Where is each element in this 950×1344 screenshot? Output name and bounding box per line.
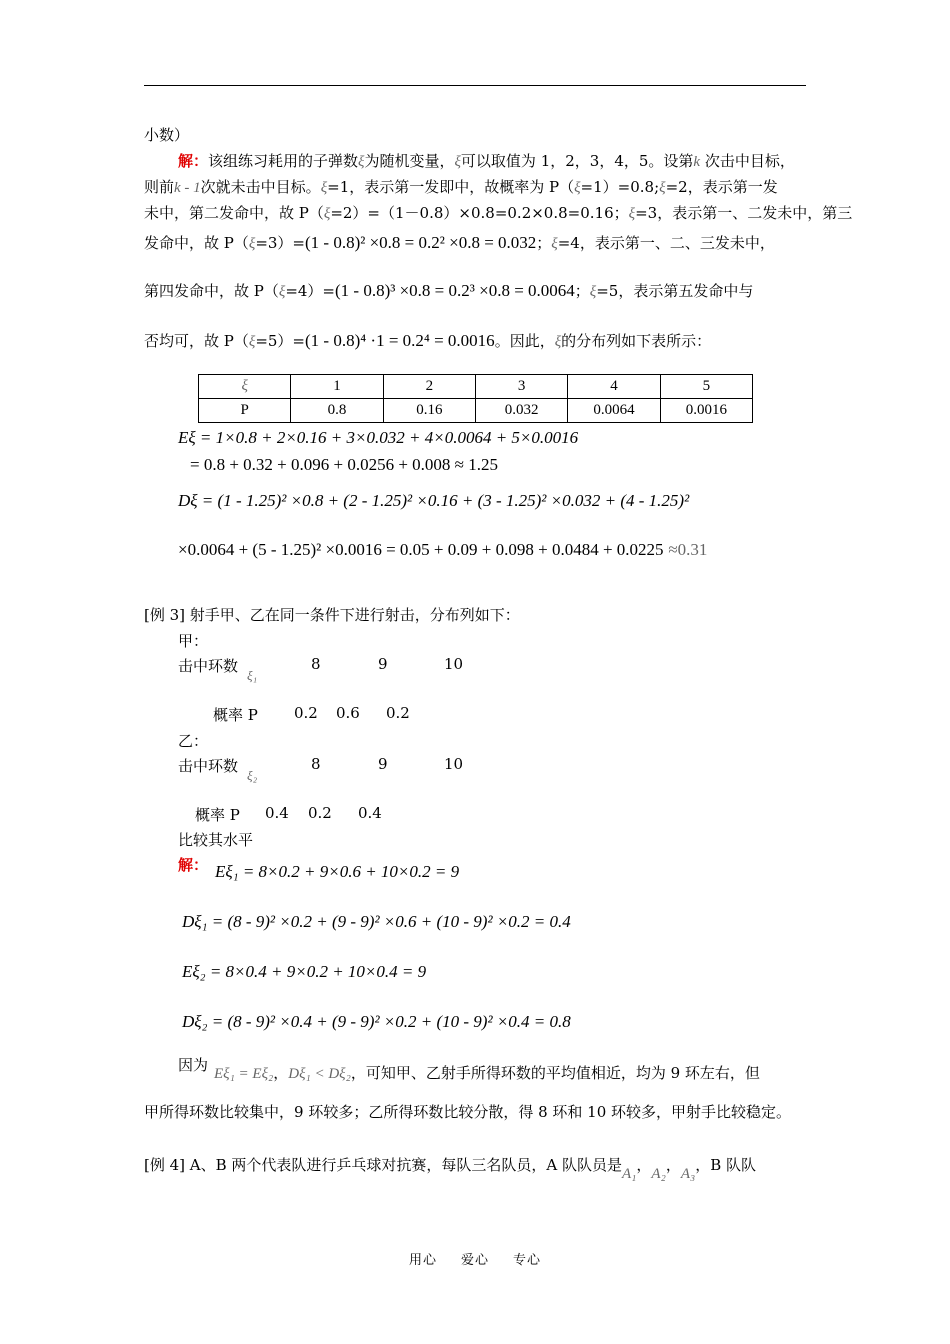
table-cell: 5	[660, 375, 752, 399]
table-cell: 1	[291, 375, 383, 399]
example-3-title: [例 3] 射手甲、乙在同一条件下进行射击，分布列如下：	[144, 606, 520, 624]
solution-label: 解：	[178, 856, 209, 874]
value: 8	[311, 655, 321, 673]
value: 10	[444, 655, 464, 673]
value: 8	[311, 755, 321, 773]
distribution-table	[198, 374, 753, 423]
table-row	[199, 375, 753, 399]
value: 10	[444, 755, 464, 773]
prob-value: 0.2	[386, 704, 410, 722]
xi2-symbol: ξ₂	[247, 768, 258, 783]
table-row	[199, 399, 753, 423]
formula-expectation-result: = 0.8 + 0.32 + 0.096 + 0.0256 + 0.008 ≈ 1.25	[190, 455, 499, 474]
text-line: 未中，第二发命中，故 P（ξ=2）=（1－0.8）×0.8=0.2×0.8=0.16；ξ=3，表示第一、二发未中，第三	[144, 204, 853, 222]
text-line: 因为	[178, 1056, 209, 1074]
table-cell: 3	[475, 375, 567, 399]
text-line: 第四发命中，故 P（ξ=4）=(1 - 0.8)³ ×0.8 = 0.2³ ×0.8 = 0.0064；ξ=5，表示第五发命中与	[144, 281, 754, 300]
footer-text: 用心	[408, 1253, 437, 1268]
footer-text: 爱心	[460, 1253, 489, 1268]
formula-d-xi2: Dξ₂ = (8 - 9)² ×0.4 + (9 - 9)² ×0.2 + (10 - 9)² ×0.4 = 0.8	[182, 1012, 571, 1031]
hits-label: 击中环数	[178, 657, 239, 675]
prob-value: 0.4	[358, 804, 382, 822]
xi1-symbol: ξ₁	[247, 668, 258, 683]
formula: (1 - 0.8)⁴ ·1 = 0.2⁴ = 0.0016	[305, 331, 495, 350]
table-cell: ξ	[199, 375, 291, 399]
formula-variance: Dξ = (1 - 1.25)² ×0.8 + (2 - 1.25)² ×0.16 + (3 - 1.25)² ×0.032 + (4 - 1.25)²	[178, 491, 690, 510]
table-cell: 0.16	[383, 399, 475, 423]
table-cell: 0.0016	[660, 399, 752, 423]
value: 9	[378, 655, 388, 673]
table-cell: P	[199, 399, 291, 423]
solution-label: 解：	[178, 152, 209, 170]
formula: (1 - 0.8)³ ×0.8 = 0.2³ ×0.8 = 0.0064	[335, 281, 575, 300]
text-line: 发命中，故 P（ξ=3）=(1 - 0.8)² ×0.8 = 0.2² ×0.8 = 0.032；ξ=4，表示第一、二、三发未中，	[144, 233, 775, 252]
table-cell: 0.8	[291, 399, 383, 423]
label-jia: 甲：	[178, 632, 209, 650]
text-line: 否均可，故 P（ξ=5）=(1 - 0.8)⁴ ·1 = 0.2⁴ = 0.0016。因此，ξ的分布列如下表所示：	[144, 331, 712, 350]
text-line: 小数）	[144, 126, 190, 144]
page-footer	[0, 1249, 950, 1268]
prob-label: 概率 P	[195, 806, 240, 824]
text-line: 甲所得环数比较集中，9 环较多；乙所得环数比较分散，得 8 环和 10 环较多，甲射手比较稳定。	[144, 1103, 792, 1121]
formula-variance-result: ×0.0064 + (5 - 1.25)² ×0.0016 = 0.05 + 0.09 + 0.098 + 0.0484 + 0.0225 ≈0.31	[178, 540, 708, 559]
prob-value: 0.2	[308, 804, 332, 822]
value: 9	[378, 755, 388, 773]
prob-value: 0.6	[336, 704, 360, 722]
label-yi: 乙：	[178, 732, 209, 750]
compare-text: 比较其水平	[178, 831, 254, 849]
footer-text: 专心	[513, 1253, 542, 1268]
formula-e-xi2: Eξ₂ = 8×0.4 + 9×0.2 + 10×0.4 = 9	[182, 962, 427, 981]
text-line: 则前k - 1次就未击中目标。ξ=1，表示第一发即中，故概率为 P（ξ=1）=0.8;ξ=2，表示第一发	[144, 178, 778, 196]
formula: (1 - 0.8)² ×0.8 = 0.2² ×0.8 = 0.032	[305, 233, 537, 252]
table-cell: 0.032	[475, 399, 567, 423]
formula-expectation: Eξ = 1×0.8 + 2×0.16 + 3×0.032 + 4×0.0064 + 5×0.0016	[178, 428, 579, 447]
table-cell: 0.0064	[568, 399, 660, 423]
hits-label: 击中环数	[178, 757, 239, 775]
table-cell: 4	[568, 375, 660, 399]
table-cell: 2	[383, 375, 475, 399]
formula-d-xi1: Dξ₁ = (8 - 9)² ×0.2 + (9 - 9)² ×0.6 + (10 - 9)² ×0.2 = 0.4	[182, 912, 571, 931]
text-line: 解：该组练习耗用的子弹数ξ为随机变量，ξ可以取值为 1，2，3，4，5。设第k 次击中目标，	[178, 152, 795, 170]
text-line: Eξ₁ = Eξ₂，Dξ₁ < Dξ₂，可知甲、乙射手所得环数的平均值相近，均为 9 环左右，但	[214, 1064, 760, 1082]
header-rule	[144, 85, 806, 86]
formula-e-xi1: Eξ₁ = 8×0.2 + 9×0.6 + 10×0.2 = 9	[215, 862, 460, 881]
prob-value: 0.4	[265, 804, 289, 822]
prob-label: 概率 P	[213, 706, 258, 724]
prob-value: 0.2	[294, 704, 318, 722]
example-4-text: [例 4] A、B 两个代表队进行乒乓球对抗赛，每队三名队员，A 队队员是A₁，A₂，A₃，B 队队	[144, 1156, 757, 1182]
